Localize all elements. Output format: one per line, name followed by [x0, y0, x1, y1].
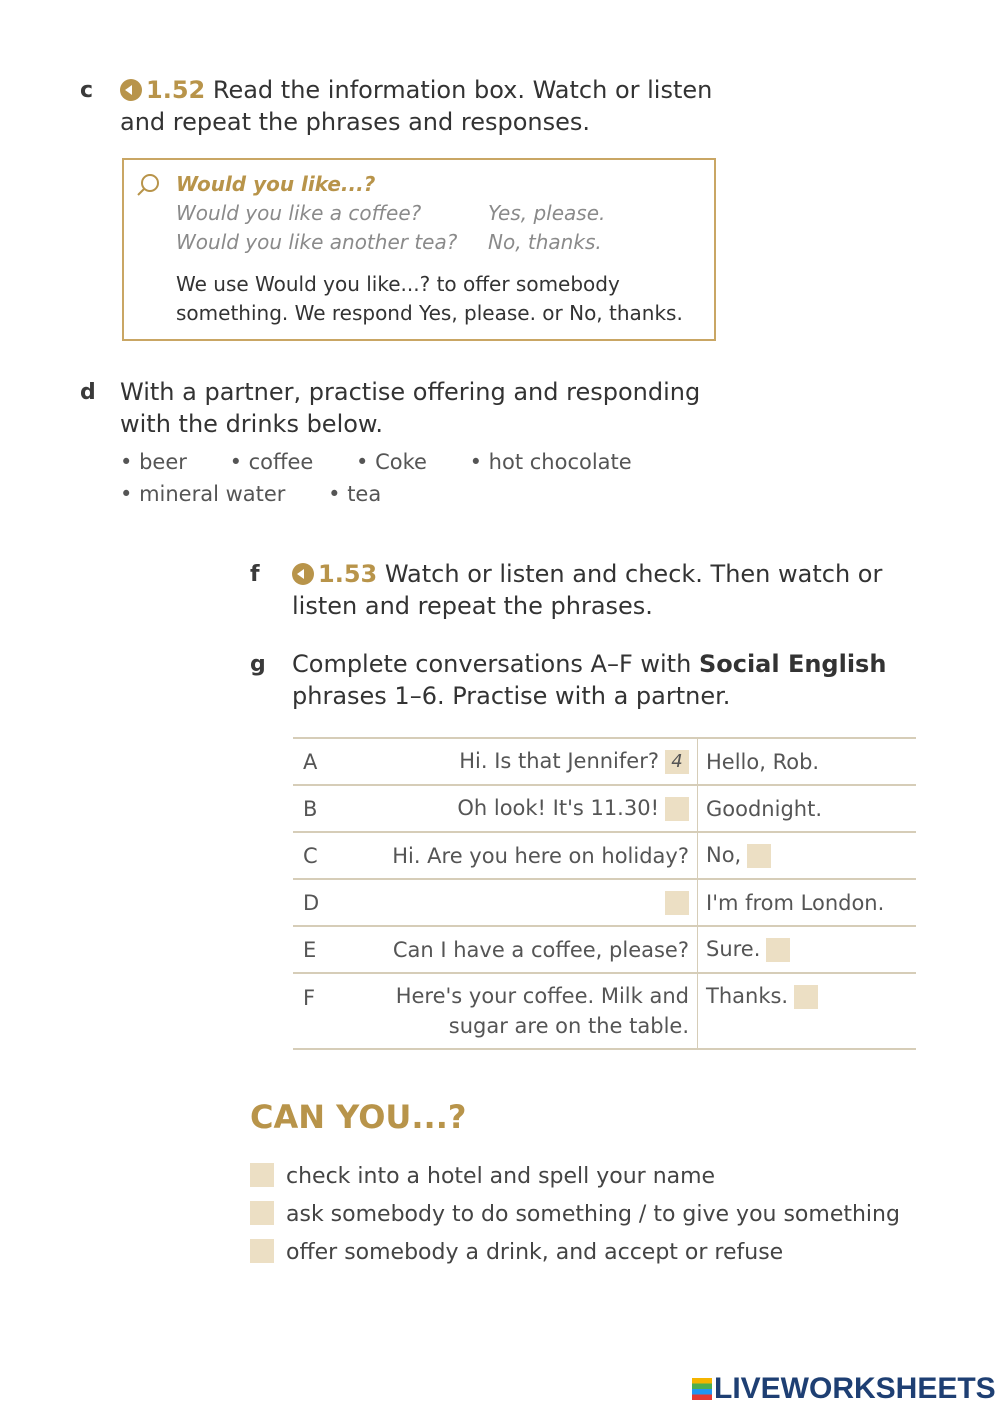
checkbox[interactable]: [250, 1163, 274, 1187]
info-box: [122, 158, 716, 341]
row-label: F: [293, 973, 351, 1049]
section-d-letter: d: [80, 380, 96, 405]
drinks-list: [120, 446, 668, 510]
speaker-icon[interactable]: [292, 563, 314, 585]
section-d-instruction: With a partner, practise offering and responding with the drinks below.: [120, 378, 701, 438]
answer-box[interactable]: [766, 938, 790, 962]
table-row: [293, 738, 916, 785]
example-response-1: Yes, please.: [488, 201, 606, 225]
can-you-list: [250, 1162, 900, 1276]
answer-cell: No,: [698, 832, 917, 879]
example-response-2: No, thanks.: [488, 230, 602, 254]
audio-track-1-52[interactable]: 1.52: [120, 76, 205, 104]
audio-track-1-53[interactable]: 1.53: [292, 560, 377, 588]
list-item: • hot chocolate: [469, 450, 632, 474]
logo-mark-icon: [692, 1378, 712, 1400]
table-row: [293, 926, 916, 973]
section-g-instruction: Complete conversations A–F with Social English phrases 1–6. Practise with a partner.: [292, 650, 887, 710]
question-cell: [351, 879, 698, 926]
list-item: • coffee: [229, 450, 314, 474]
answer-box[interactable]: [665, 891, 689, 915]
section-g-letter: g: [250, 652, 266, 677]
list-item: • beer: [120, 450, 187, 474]
section-f-letter: f: [250, 562, 260, 587]
row-label: B: [293, 785, 351, 832]
table-row: [293, 973, 916, 1049]
list-item: check into a hotel and spell your name: [250, 1162, 900, 1200]
example-question-1: Would you like a coffee?: [176, 201, 422, 225]
checkbox[interactable]: [250, 1239, 274, 1263]
list-item: ask somebody to do something / to give you something: [250, 1200, 900, 1238]
row-label: E: [293, 926, 351, 973]
checkbox[interactable]: [250, 1201, 274, 1225]
row-label: D: [293, 879, 351, 926]
answer-cell: Hello, Rob.: [698, 738, 917, 785]
section-f-instruction: 1.53 Watch or listen and check. Then watch or listen and repeat the phrases.: [292, 560, 883, 620]
answer-box[interactable]: [747, 844, 771, 868]
answer-cell: Goodnight.: [698, 785, 917, 832]
answer-box[interactable]: [665, 797, 689, 821]
answer-cell: Sure.: [698, 926, 917, 973]
table-row: [293, 879, 916, 926]
info-box-note: We use Would you like...? to offer somebody something. We respond Yes, please. or No, thanks.: [176, 272, 683, 325]
question-cell: Hi. Is that Jennifer? 4: [351, 738, 698, 785]
speaker-icon[interactable]: [120, 79, 142, 101]
section-c-letter: c: [80, 78, 94, 103]
question-cell: Here's your coffee. Milk and sugar are on the table.: [351, 973, 698, 1049]
list-item: offer somebody a drink, and accept or refuse: [250, 1238, 900, 1276]
list-item: • tea: [328, 482, 382, 506]
liveworksheets-logo: LIVEWORKSHEETS: [692, 1372, 996, 1406]
section-c-instruction: 1.52 Read the information box. Watch or listen and repeat the phrases and responses.: [120, 76, 713, 136]
answer-box[interactable]: [794, 985, 818, 1009]
question-cell: Can I have a coffee, please?: [351, 926, 698, 973]
list-item: • Coke: [356, 450, 427, 474]
table-row: [293, 832, 916, 879]
question-cell: Oh look! It's 11.30!: [351, 785, 698, 832]
row-label: C: [293, 832, 351, 879]
info-box-title: Would you like...?: [176, 172, 376, 196]
answer-cell: Thanks.: [698, 973, 917, 1049]
table-row: [293, 785, 916, 832]
row-label: A: [293, 738, 351, 785]
magnifier-icon: [136, 172, 162, 202]
answer-cell: I'm from London.: [698, 879, 917, 926]
conversations-table: [293, 737, 916, 1050]
example-question-2: Would you like another tea?: [176, 230, 458, 254]
can-you-title: CAN YOU...?: [250, 1098, 467, 1136]
list-item: • mineral water: [120, 482, 286, 506]
question-cell: Hi. Are you here on holiday?: [351, 832, 698, 879]
answer-box[interactable]: 4: [665, 750, 689, 774]
